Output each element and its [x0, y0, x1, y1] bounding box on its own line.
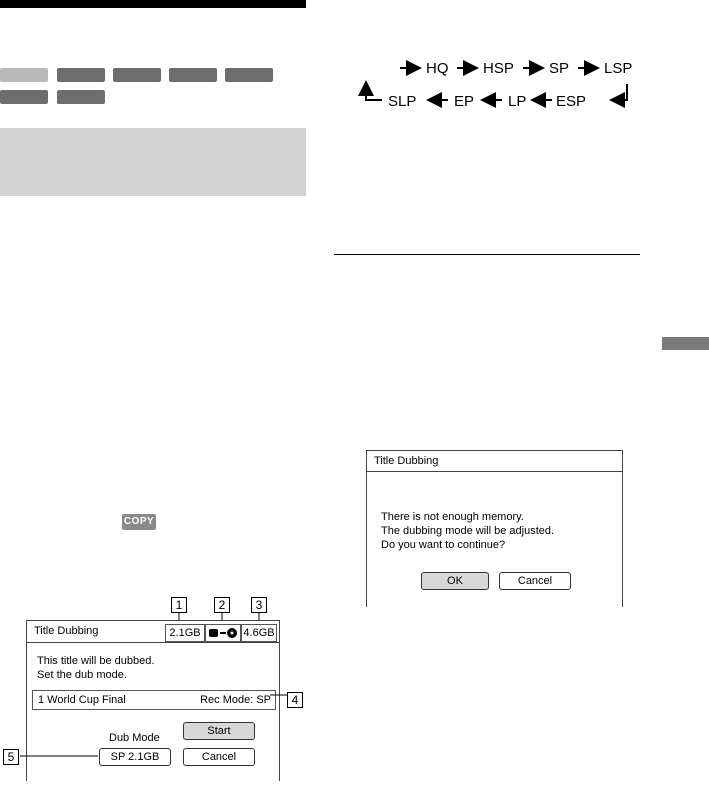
callout-1: 1 — [171, 597, 187, 613]
mode-esp: ESP — [556, 93, 587, 110]
cancel-button[interactable]: Cancel — [499, 572, 571, 590]
divider — [334, 254, 640, 255]
dub-mode-label: Dub Mode — [109, 732, 160, 744]
dialog-title: Title Dubbing — [27, 621, 279, 643]
mode-slp: SLP — [388, 93, 417, 110]
arrow-icon — [366, 82, 382, 100]
dest-capacity: 4.6GB — [241, 624, 277, 642]
warning-line3: Do you want to continue? — [381, 539, 506, 551]
copy-badge: COPY — [122, 514, 156, 530]
mode-sp: SP — [549, 60, 570, 77]
callout-4: 4 — [287, 692, 303, 708]
dialog-title: Title Dubbing — [367, 451, 622, 472]
start-button[interactable]: Start — [183, 722, 255, 740]
callout-3: 3 — [251, 597, 267, 613]
arrow-icon — [611, 84, 627, 100]
disc-chip — [0, 90, 48, 104]
mode-lsp: LSP — [604, 60, 633, 77]
source-capacity: 2.1GB — [165, 624, 205, 642]
rec-mode: Rec Mode: SP — [200, 694, 271, 706]
warning-line1: There is not enough memory. — [381, 511, 524, 523]
ok-button[interactable]: OK — [421, 572, 489, 590]
disc-chip — [57, 90, 105, 104]
header-bar — [0, 0, 306, 8]
disc-chip — [169, 68, 217, 82]
memory-warning-dialog — [366, 450, 623, 607]
mode-ep: EP — [454, 93, 475, 110]
title-entry: 1 World Cup Final — [38, 694, 126, 706]
callout-leader-5 — [20, 750, 100, 762]
disc-chip — [57, 68, 105, 82]
dub-mode-select[interactable]: SP 2.1GB — [99, 748, 171, 766]
disc-chip — [113, 68, 161, 82]
mode-lp: LP — [508, 93, 527, 110]
chapter-tab — [662, 337, 709, 350]
rec-mode-flow-diagram — [356, 56, 656, 112]
disc-chip — [225, 68, 273, 82]
dialog-message-line2: Set the dub mode. — [37, 669, 127, 681]
hdd-to-disc-icon — [206, 625, 240, 641]
dialog-message-line1: This title will be dubbed. — [37, 655, 155, 667]
dub-direction — [205, 624, 241, 642]
section-heading-box — [0, 128, 306, 196]
callout-5: 5 — [3, 749, 19, 765]
mode-hsp: HSP — [483, 60, 514, 77]
callout-2: 2 — [214, 597, 230, 613]
warning-line2: The dubbing mode will be adjusted. — [381, 525, 555, 537]
disc-chip — [0, 68, 48, 82]
mode-hq: HQ — [426, 60, 449, 77]
cancel-button[interactable]: Cancel — [183, 748, 255, 766]
title-entry-row — [32, 690, 276, 710]
